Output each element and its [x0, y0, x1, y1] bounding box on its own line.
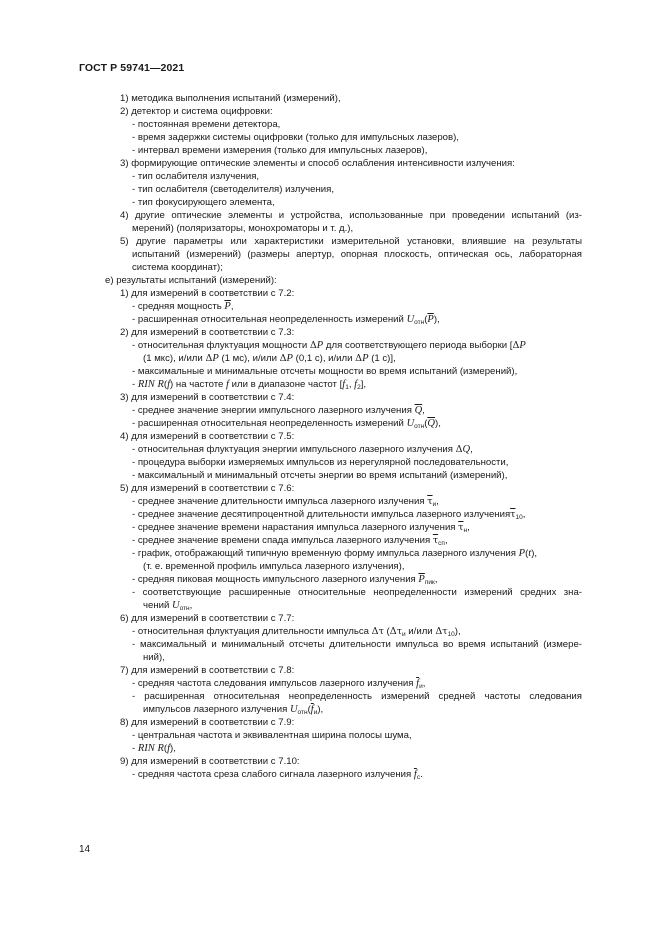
text-line: - среднее значение десятипроцентной длительности импульса лазерного $излучения\overline{\tau}_{10}$, — [132, 509, 526, 521]
text-line: 9) для измерений в соответствии с 7.10: — [120, 756, 300, 767]
text-line: - средняя частота среза слабого сигнала лазерного излучения $\overline{f}_с$. — [132, 769, 423, 781]
text-line: - среднее значение времени спада импульса лазерного излучения $\overline{\tau}_{сп}$, — [132, 535, 448, 547]
text-line: - максимальные и минимальные отсчеты мощности во время испытаний (измерений), — [132, 366, 518, 377]
text-line: 1) методика выполнения испытаний (измерений), — [120, 93, 341, 104]
text-line: - RIN R(f), — [132, 743, 176, 754]
text-line: - среднее значение энергии импульсного лазерного излучения $\overline{Q}$, — [132, 405, 425, 416]
text-line: - среднее значение длительности импульса лазерного излучения $\overline{\tau}_и$, — [132, 496, 439, 508]
text-line: - относительная флуктуация длительности импульса Δτ ($\Delta\tau_и$ и/или $\Delta\tau_{10}$), — [132, 626, 461, 638]
text-line: испытаний (измерений) (размеры апертур, опорная плоскость, оптическая ось, лабораторная — [132, 249, 582, 260]
text-line: мерений) (поляризаторы, монохроматоры и т. д.), — [132, 223, 354, 234]
text-line: - интервал времени измерения (только для импульсных лазеров), — [132, 145, 428, 156]
text-line: 3) для измерений в соответствии с 7.4: — [120, 392, 295, 403]
text-line: - среднее значение времени нарастания импульса лазерного излучения $\overline{\tau}_н$, — [132, 522, 470, 534]
page-number: 14 — [79, 844, 91, 855]
text-line: - RIN R(f) на частоте f или в диапазоне частот [$f_1$, $f_2$], — [132, 379, 367, 391]
text-line: - расширенная относительная неопределенность измерений средней частоты следования — [132, 691, 582, 702]
text-line: ний), — [143, 652, 165, 663]
text-line: е) результаты испытаний (измерений): — [105, 275, 277, 286]
text-line: - тип фокусирующего элемента, — [132, 197, 275, 208]
text-line: - относительная флуктуация мощности ΔP для соответствующего периода выборки [ΔP — [132, 340, 526, 351]
text-line: - время задержки системы оцифровки (только для импульсных лазеров), — [132, 132, 459, 143]
text-line: чений $U_{отн}$, — [143, 600, 193, 612]
text-line: 5) другие параметры или характеристики измерительной установки, влиявшие на результаты — [120, 236, 582, 247]
text-line: 3) формирующие оптические элементы и способ ослабления интенсивности излучения: — [120, 158, 515, 169]
text-line: (т. е. временной профиль импульса лазерного излучения), — [143, 561, 405, 572]
text-line: 7) для измерений в соответствии с 7.8: — [120, 665, 295, 676]
text-line: - средняя частота следования импульсов лазерного излучения $\overline{f}_и$, — [132, 678, 426, 690]
text-line: - соответствующие расширенные относительные неопределенности измерений средних зна- — [132, 587, 582, 598]
text-line: - постоянная времени детектора, — [132, 119, 281, 130]
text-line: 4) другие оптические элементы и устройства, использованные при проведении испытаний (из- — [120, 210, 582, 221]
text-line: 8) для измерений в соответствии с 7.9: — [120, 717, 295, 728]
text-line: 1) для измерений в соответствии с 7.2: — [120, 288, 295, 299]
text-line: - относительная флуктуация энергии импульсного лазерного излучения ΔQ, — [132, 444, 473, 455]
text-line: (1 мкс), и/или ΔP (1 мс), и/или ΔP (0,1 с), и/или ΔP (1 с)], — [143, 353, 396, 364]
text-line: - средняя мощность $\overline{P}$, — [132, 301, 234, 312]
text-line: - тип ослабителя (светоделителя) излучения, — [132, 184, 334, 195]
page-header: ГОСТ Р 59741—2021 — [79, 62, 185, 74]
text-line: 2) детектор и система оцифровки: — [120, 106, 273, 117]
text-line: - расширенная относительная неопределенность измерений $U_{отн}(\overline{P})$, — [132, 314, 440, 326]
text-line: - максимальный и минимальный отсчеты энергии во время испытаний (измерений), — [132, 470, 508, 481]
text-line: - центральная частота и эквивалентная ширина полосы шума, — [132, 730, 412, 741]
text-line: 6) для измерений в соответствии с 7.7: — [120, 613, 295, 624]
text-line: - средняя пиковая мощность импульсного лазерного излучения $\overline{P}_{пик}$, — [132, 574, 438, 586]
text-line: система координат); — [132, 262, 223, 273]
text-line: 2) для измерений в соответствии с 7.3: — [120, 327, 295, 338]
text-line: - максимальный и минимальный отсчеты длительности импульса во время испытаний (измере- — [132, 639, 582, 650]
text-line: - график, отображающий типичную временную форму импульса лазерного излучения P(t), — [132, 548, 538, 559]
text-line: 5) для измерений в соответствии с 7.6: — [120, 483, 295, 494]
text-line: - расширенная относительная неопределенность измерений $U_{отн}(\overline{Q})$, — [132, 418, 441, 430]
text-line: импульсов лазерного излучения $U_{отн}(\overline{f}_и)$, — [143, 704, 324, 716]
text-line: - тип ослабителя излучения, — [132, 171, 260, 182]
text-line: - процедура выборки измеряемых импульсов из нерегулярной последовательности, — [132, 457, 509, 468]
text-line: 4) для измерений в соответствии с 7.5: — [120, 431, 295, 442]
